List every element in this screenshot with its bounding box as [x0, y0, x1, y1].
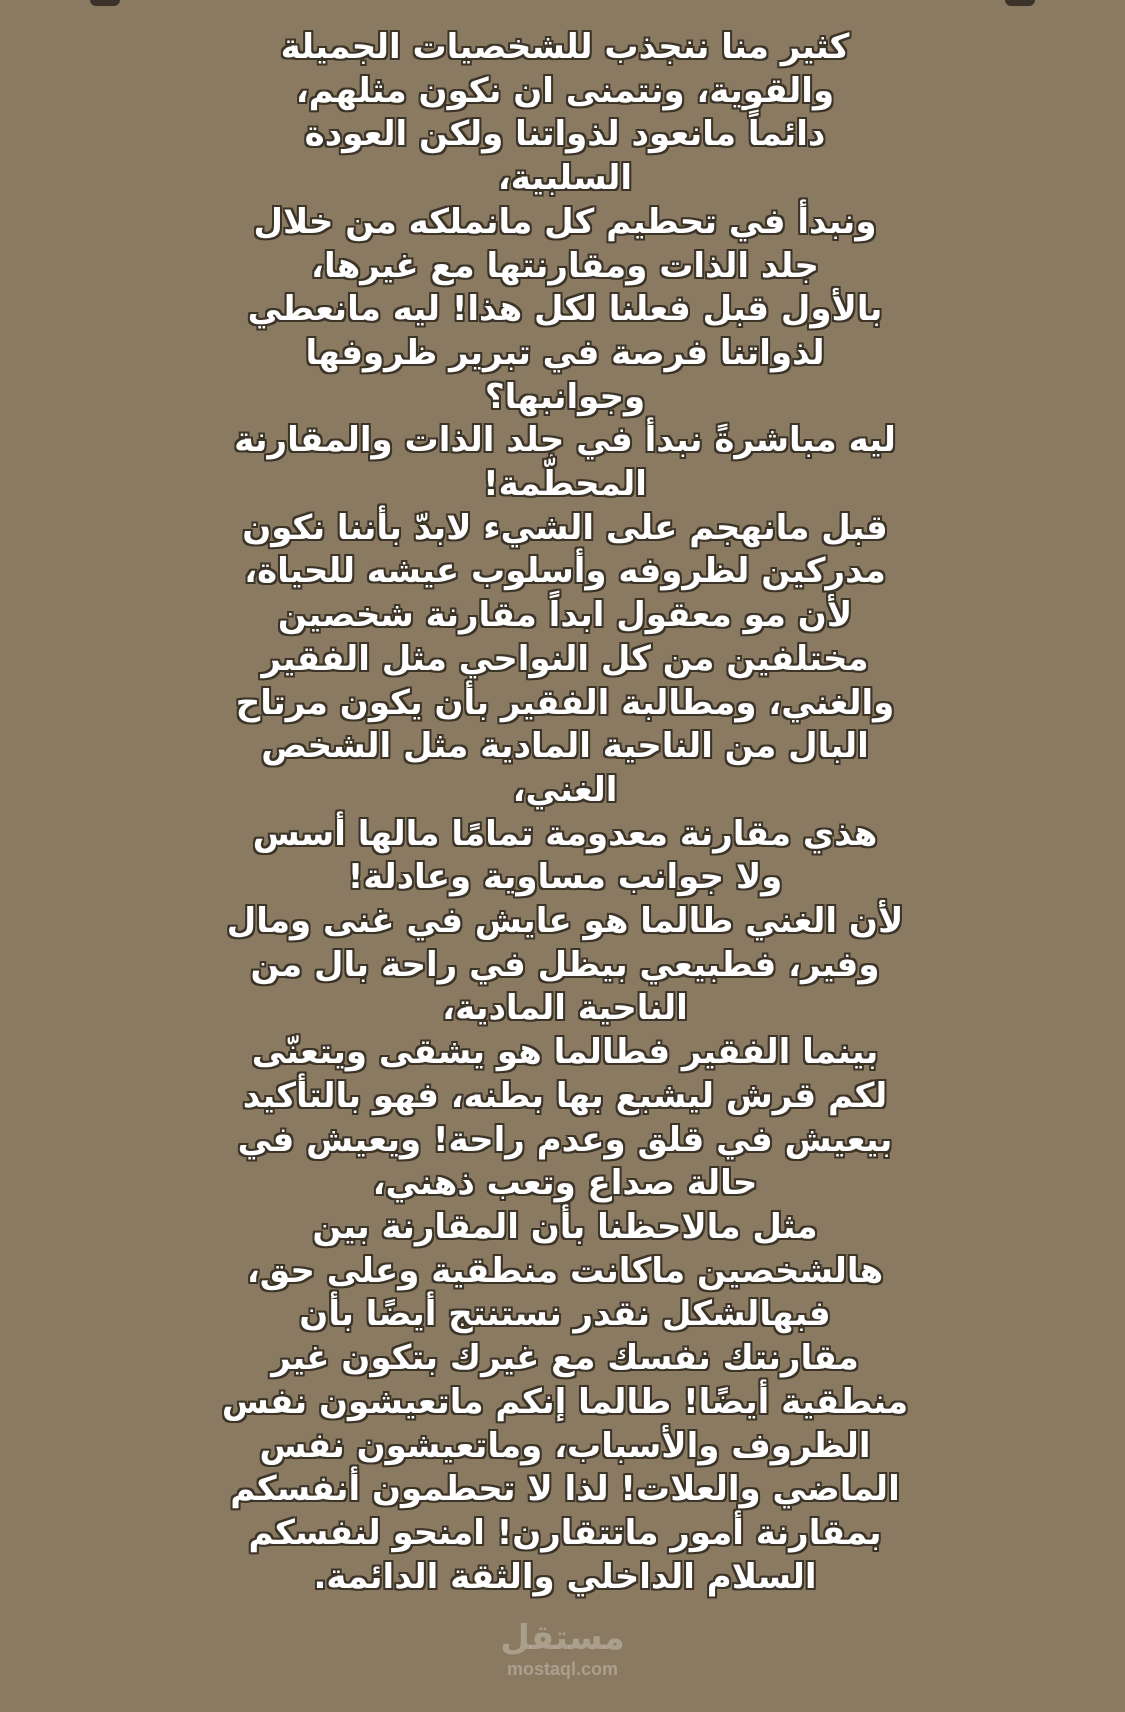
text-line: الظروف والأسباب، وماتعيشون نفس [259, 1425, 871, 1466]
text-line: مختلفين من كل النواحي مثل الفقير [261, 638, 869, 679]
text-line: لأن الغني طالما هو عايش في غنى ومال [226, 901, 904, 942]
text-line: بينما الفقير فطالما هو يشقى ويتعنّى [251, 1032, 879, 1073]
text-line: وجوانبها؟ [484, 376, 646, 417]
text-line: ولا جوانب مساوية وعادلة! [347, 857, 783, 898]
text-line: البال من الناحية المادية مثل الشخص [261, 726, 869, 767]
text-line: مقارنتك نفسك مع غيرك بتكون غير [271, 1338, 859, 1379]
text-line: بيعيش في قلق وعدم راحة! ويعيش في [237, 1119, 893, 1160]
text-line: المحطّمة! [483, 464, 647, 505]
text-line: بالأول قبل فعلنا لكل هذا! ليه مانعطي [247, 289, 883, 330]
top-edge-shape [1005, 0, 1035, 6]
text-line: الماضي والعلات! لذا لا تحطمون أنفسكم [230, 1469, 900, 1510]
text-line: لأن مو معقول ابداً مقارنة شخصين [277, 595, 853, 636]
text-line: ليه مباشرةً نبدأ في جلد الذات والمقارنة [234, 420, 896, 461]
text-line: دائماً مانعود لذواتنا ولكن العودة [304, 114, 826, 155]
watermark-url: mostaql.com [506, 1659, 619, 1679]
top-edge-decoration [0, 0, 1125, 14]
text-line: حالة صداع وتعب ذهني، [372, 1163, 758, 1204]
text-line: مثل مالاحظنا بأن المقارنة بين [312, 1206, 818, 1247]
text-line: والغني، ومطالبة الفقير بأن يكون مرتاح [235, 682, 895, 723]
watermark-logo: مستقل [500, 1618, 625, 1658]
top-edge-shape [90, 0, 120, 6]
text-line: وفير، فطبيعي بيظل في راحة بال من [250, 944, 880, 985]
text-line: الغني، [512, 769, 618, 810]
text-line: كثير منا ننجذب للشخصيات الجميلة [280, 27, 850, 67]
text-line: هذي مقارنة معدومة تمامًا مالها أسس [252, 813, 878, 854]
text-line: الناحية المادية، [442, 988, 688, 1029]
watermark [0, 1618, 1125, 1680]
text-line: والقوية، ونتمنى ان نكون مثلهم، [295, 70, 835, 111]
text-line: لذواتنا فرصة في تبرير ظروفها [305, 332, 825, 373]
text-line: لكم قرش ليشبع بها بطنه، فهو بالتأكيد [242, 1075, 888, 1116]
text-line: فبهالشكل نقدر نستنتج أيضًا بأن [299, 1294, 831, 1335]
text-line: جلد الذات ومقارنتها مع غيرها، [311, 245, 819, 286]
text-line: منطقية أيضًا! طالما إنكم ماتعيشون نفس [221, 1381, 909, 1422]
text-line: ونبدأ في تحطيم كل مانملكه من خلال [253, 201, 877, 242]
text-line: قبل مانهجم على الشيء لابدّ بأننا نكون [242, 507, 888, 548]
text-line: هالشخصين ماكانت منطقية وعلى حق، [246, 1250, 884, 1291]
text-line: السلام الداخلي والثقة الدائمة. [313, 1556, 817, 1597]
text-line: السلبية، [497, 158, 633, 199]
text-line: بمقارنة أمور ماتتقارن! امنحو لنفسكم [248, 1512, 882, 1553]
text-line: مدركين لظروفه وأسلوب عيشه للحياة، [244, 551, 886, 592]
post-text [215, 26, 915, 1599]
